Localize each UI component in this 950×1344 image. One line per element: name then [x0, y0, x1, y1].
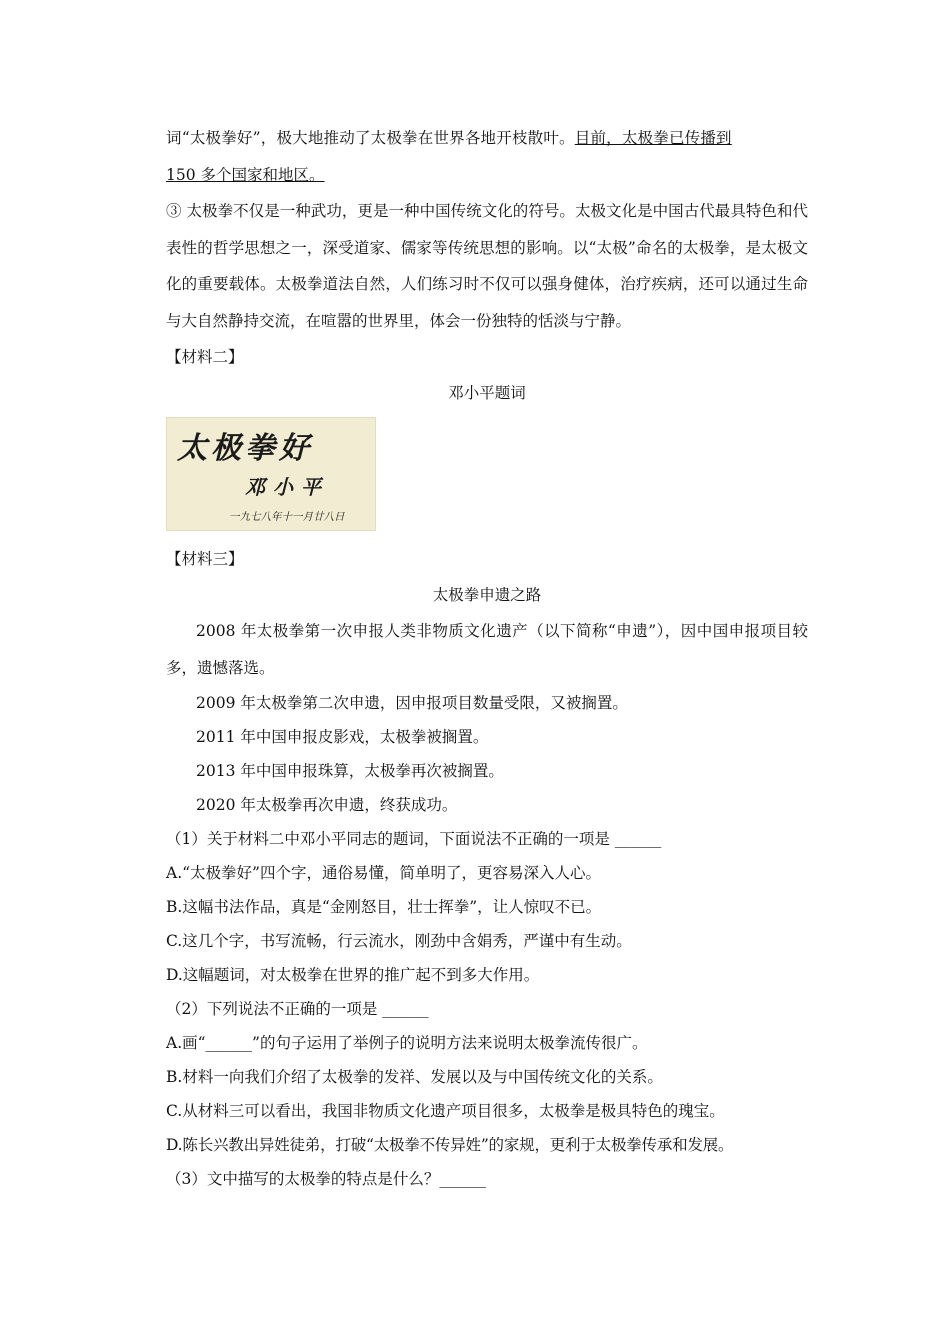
calligraphy-inscription: [167, 418, 375, 530]
material3-label: 【材料三】: [166, 550, 244, 568]
material3-entry: 2011 年中国申报皮影戏，太极拳被搁置。: [196, 728, 489, 746]
question-2-stem: （2）下列说法不正确的一项是 ______: [166, 1000, 429, 1018]
underlined-sentence-part1: 目前，太极拳已传播到: [574, 129, 732, 147]
calligraphy-signature: 邓小平: [245, 475, 329, 499]
material1-tail-line1: [166, 120, 808, 157]
question-3-stem: （3）文中描写的太极拳的特点是什么？______: [166, 1170, 486, 1188]
question-2-option-b: B.材料一向我们介绍了太极拳的发祥、发展以及与中国传统文化的关系。: [166, 1068, 663, 1086]
question-1-option-b: B.这幅书法作品，真是“金刚怒目，壮士挥拳”，让人惊叹不已。: [166, 898, 602, 916]
calligraphy-image: [166, 417, 376, 531]
document-content: [166, 120, 808, 1196]
question-1-option-a: A.“太极拳好”四个字，通俗易懂，简单明了，更容易深入人心。: [166, 864, 601, 882]
question-1-option-c: C.这几个字，书写流畅，行云流水，刚劲中含娟秀，严谨中有生动。: [166, 932, 632, 950]
question-2-option-a: A.画“______”的句子运用了举例子的说明方法来说明太极拳流传很广。: [166, 1034, 648, 1052]
question-2-option-c: C.从材料三可以看出，我国非物质文化遗产项目很多，太极拳是极具特色的瑰宝。: [166, 1102, 725, 1120]
material1-tail-line2: [166, 157, 808, 194]
paragraph-3: ③ 太极拳不仅是一种武功，更是一种中国传统文化的符号。太极文化是中国古代最具特色和代表性的哲学思想之一，深受道家、儒家等传统思想的影响。以“太极”命名的太极拳，是太极文化的重要载体。太极拳道法自然，人们练习时不仅可以强身健体，治疗疾病，还可以通过生命与大自然静持交流，在喧嚣的世界里，体会一份独特的恬淡与宁静。: [166, 202, 808, 330]
material3-entry: 2013 年中国申报珠算，太极拳再次被搁置。: [196, 762, 504, 780]
calligraphy-main-text: 太极拳好: [177, 431, 313, 466]
calligraphy-date: 一九七八年十一月廿八日: [229, 511, 345, 523]
question-1-option-d: D.这幅题词，对太极拳在世界的推广起不到多大作用。: [166, 966, 540, 984]
material3-title: 太极拳申遗之路: [432, 586, 542, 604]
material2-label: 【材料二】: [166, 348, 244, 366]
material1-tail-text: 词“太极拳好”，极大地推动了太极拳在世界各地开枝散叶。: [166, 129, 575, 147]
material3-entry: 2020 年太极拳再次申遗，终获成功。: [196, 796, 458, 814]
material3-entry: 2008 年太极拳第一次申报人类非物质文化遗产（以下简称“申遗”），因中国申报项目较多，遗憾落选。: [166, 622, 808, 677]
question-1-stem: （1）关于材料二中邓小平同志的题词，下面说法不正确的一项是 ______: [166, 830, 662, 848]
question-2-option-d: D.陈长兴教出异姓徒弟，打破“太极拳不传异姓”的家规，更利于太极拳传承和发展。: [166, 1136, 734, 1154]
underlined-sentence-part2: 150 多个国家和地区。: [166, 165, 325, 184]
material2-caption: 邓小平题词: [448, 384, 526, 402]
material3-entry: 2009 年太极拳第二次申遗，因申报项目数量受限，又被搁置。: [196, 694, 628, 712]
